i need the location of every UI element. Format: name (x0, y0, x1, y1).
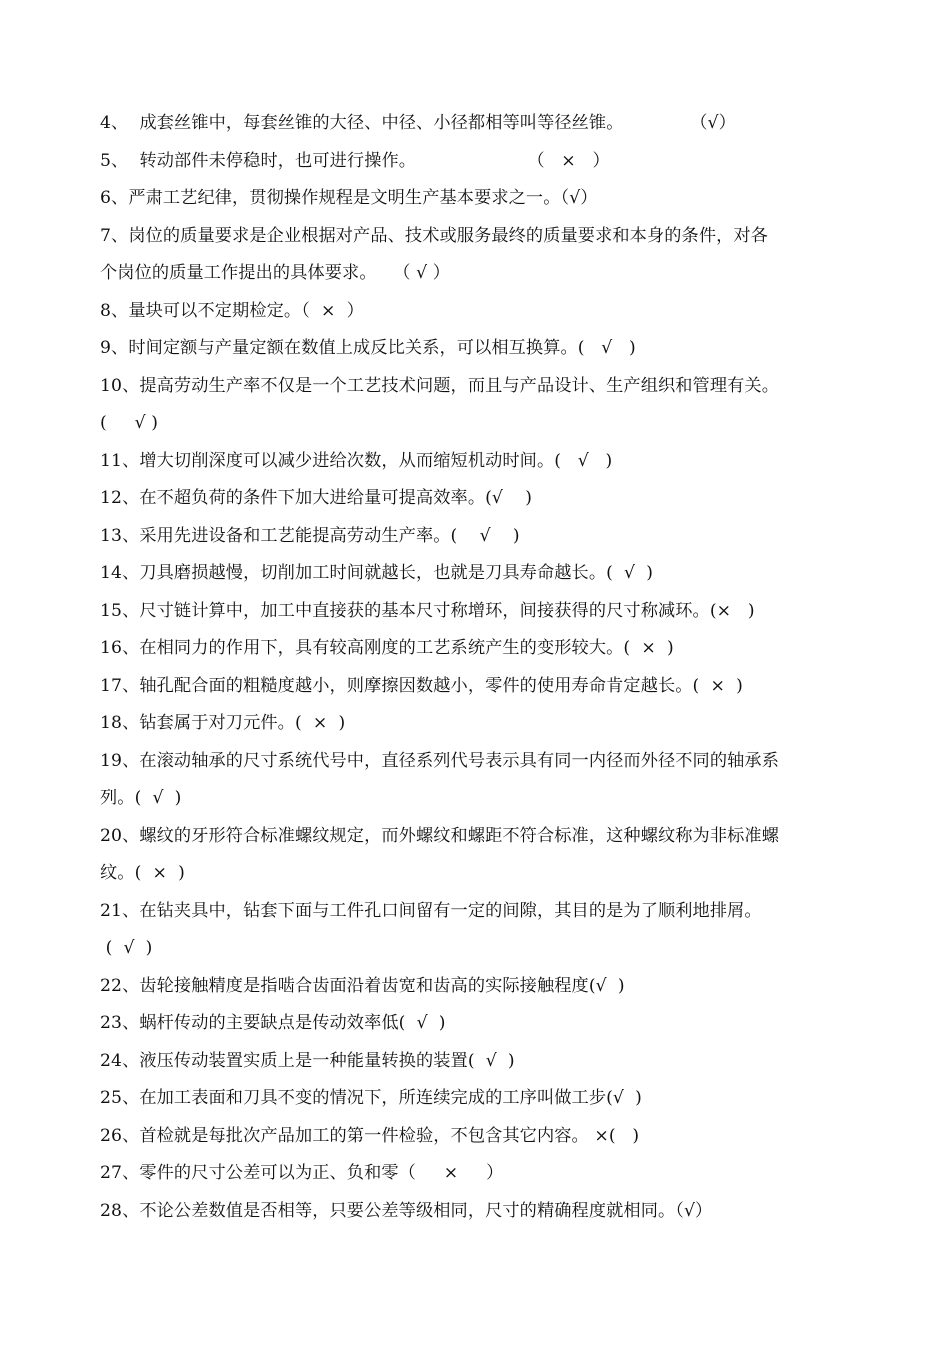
question-line: 17、轴孔配合面的粗糙度越小，则摩擦因数越小，零件的使用寿命肯定越长。( × ) (100, 675, 743, 696)
question-line: 26、首检就是每批次产品加工的第一件检验，不包含其它内容。 ×( ) (100, 1125, 640, 1146)
question-line: ( √ ) (100, 938, 153, 958)
question-line: 纹。( × ) (100, 863, 185, 883)
question-line: 23、蜗杆传动的主要缺点是传动效率低( √ ) (100, 1013, 446, 1033)
question-line: 10、提高劳动生产率不仅是一个工艺技术问题，而且与产品设计、生产组织和管理有关。 (100, 375, 779, 396)
question-line: 21、在钻夹具中，钻套下面与工件孔口间留有一定的间隙，其目的是为了顺利地排屑。 (100, 900, 762, 921)
question-line: 7、岗位的质量要求是企业根据对产品、技术或服务最终的质量要求和本身的条件，对各 (100, 225, 768, 246)
question-line: 8、量块可以不定期检定。（ × ） (100, 300, 364, 321)
question-line: ( √ ) (100, 413, 159, 433)
question-line: 16、在相同力的作用下，具有较高刚度的工艺系统产生的变形较大。( × ) (100, 638, 674, 658)
question-line: 20、螺纹的牙形符合标准螺纹规定，而外螺纹和螺距不符合标准，这种螺纹称为非标准螺 (100, 825, 779, 846)
question-line: 24、液压传动装置实质上是一种能量转换的装置( √ ) (100, 1050, 515, 1071)
question-line: 12、在不超负荷的条件下加大进给量可提高效率。(√ ) (100, 488, 533, 508)
question-line: 列。( √ ) (100, 788, 182, 808)
question-line: 11、增大切削深度可以减少进给次数，从而缩短机动时间。( √ ) (100, 450, 613, 471)
question-line: 4、 成套丝锥中，每套丝锥的大径、中径、小径都相等叫等径丝锥。 （√） (100, 113, 736, 133)
question-line: 15、尺寸链计算中，加工中直接获的基本尺寸称增环，间接获得的尺寸称减环。(× ) (100, 600, 755, 621)
question-line: 28、不论公差数值是否相等，只要公差等级相同，尺寸的精确程度就相同。（√） (100, 1200, 713, 1221)
question-line: 6、严肃工艺纪律，贯彻操作规程是文明生产基本要求之一。（√） (100, 188, 598, 208)
question-list (100, 105, 860, 1230)
question-line: 13、采用先进设备和工艺能提高劳动生产率。( √ ) (100, 525, 520, 546)
question-line: 27、零件的尺寸公差可以为正、负和零（ × ） (100, 1163, 504, 1183)
question-line: 个岗位的质量工作提出的具体要求。 （ √ ） (100, 263, 451, 283)
question-line: 18、钻套属于对刀元件。( × ) (100, 713, 346, 733)
question-line: 14、刀具磨损越慢，切削加工时间就越长，也就是刀具寿命越长。( √ ) (100, 563, 654, 583)
question-line: 22、齿轮接触精度是指啮合齿面沿着齿宽和齿高的实际接触程度(√ ) (100, 975, 625, 996)
question-line: 9、时间定额与产量定额在数值上成反比关系，可以相互换算。( √ ) (100, 338, 636, 358)
question-line: 25、在加工表面和刀具不变的情况下，所连续完成的工序叫做工步(√ ) (100, 1088, 642, 1108)
question-line: 5、 转动部件未停稳时，也可进行操作。 （ × ） (100, 150, 610, 171)
question-line: 19、在滚动轴承的尺寸系统代号中，直径系列代号表示具有同一内径而外径不同的轴承系 (100, 750, 779, 771)
